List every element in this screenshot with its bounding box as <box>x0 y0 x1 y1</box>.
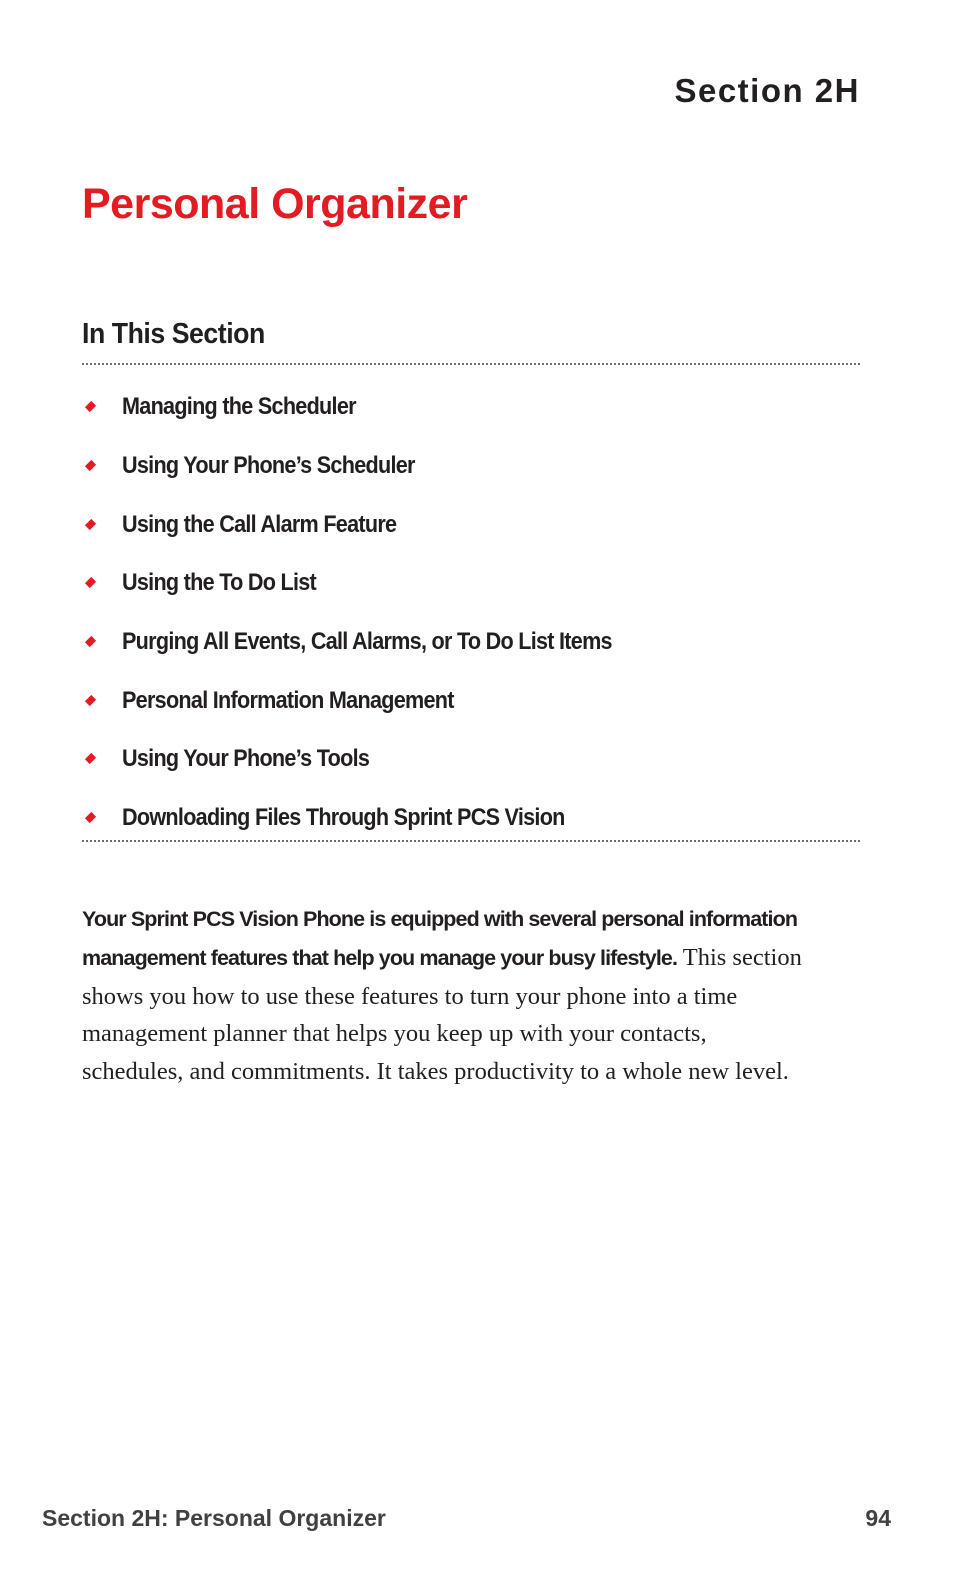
toc-item-label: Personal Information Management <box>122 686 454 714</box>
toc-heading: In This Section <box>82 318 265 350</box>
toc-item <box>82 495 860 554</box>
toc-item-label: Managing the Scheduler <box>122 393 356 421</box>
page-number: 94 <box>865 1505 891 1531</box>
diamond-bullet-icon <box>85 519 96 530</box>
diamond-bullet-icon <box>85 753 96 764</box>
intro-paragraph <box>82 900 802 1091</box>
toc-item <box>82 378 860 437</box>
section-label: Section 2H <box>674 72 860 109</box>
toc-item <box>82 437 860 496</box>
diamond-bullet-icon <box>85 812 96 823</box>
toc-item-label: Downloading Files Through Sprint PCS Vision <box>122 804 565 832</box>
footer-section-label: Section 2H: Personal Organizer <box>42 1505 386 1531</box>
intro-body: This section shows you how to use these features to turn your phone into a time management planner that helps you keep up with your contacts, schedules, and commitments. It takes productivity to a whole new level. <box>82 943 802 1086</box>
diamond-bullet-icon <box>85 460 96 471</box>
toc-item-label: Using Your Phone’s Scheduler <box>122 452 415 480</box>
toc-top-divider <box>82 363 860 365</box>
toc-item <box>82 613 860 672</box>
toc-item <box>82 671 860 730</box>
diamond-bullet-icon <box>85 401 96 412</box>
toc-bottom-divider <box>82 840 860 842</box>
toc-item-label: Purging All Events, Call Alarms, or To Do List Items <box>122 628 612 656</box>
page-title: Personal Organizer <box>82 180 468 228</box>
toc-item-label: Using the Call Alarm Feature <box>122 510 397 538</box>
diamond-bullet-icon <box>85 695 96 706</box>
toc-list <box>82 378 860 848</box>
toc-item-label: Using the To Do List <box>122 569 316 597</box>
diamond-bullet-icon <box>85 636 96 647</box>
toc-item <box>82 789 860 848</box>
toc-item <box>82 730 860 789</box>
diamond-bullet-icon <box>85 577 96 588</box>
intro-lead: Your Sprint PCS Vision Phone is equipped with several personal information management features that help you manage your busy lifestyle. <box>82 907 798 970</box>
toc-item-label: Using Your Phone’s Tools <box>122 745 370 773</box>
toc-item <box>82 554 860 613</box>
